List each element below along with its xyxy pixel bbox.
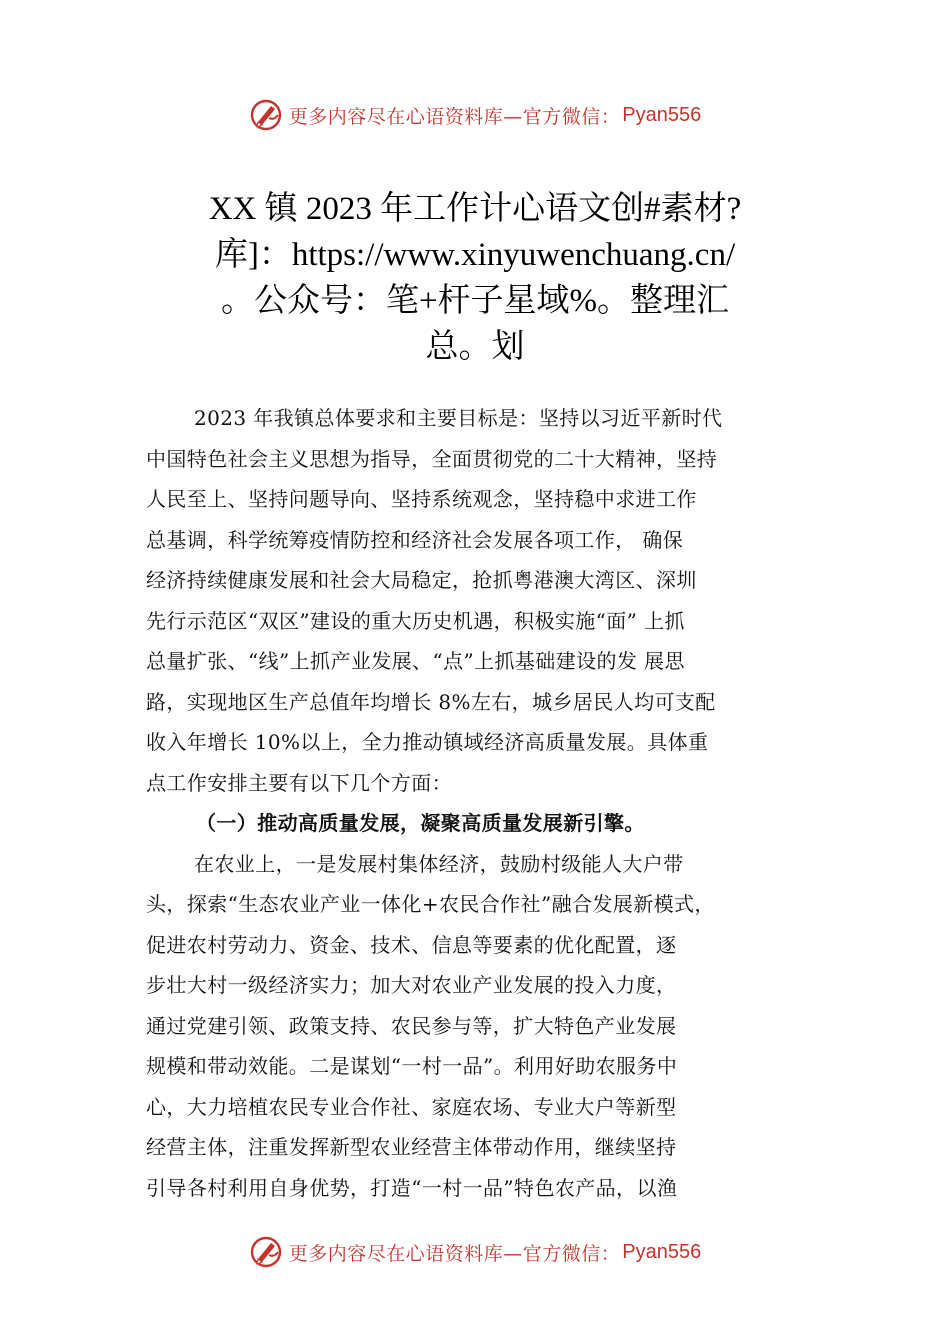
paragraph-line: 步壮大村一级经济实力；加大对农业产业发展的投入力度， [146, 973, 677, 997]
section-heading: （一）推动高质量发展，凝聚高质量发展新引擎。 [196, 811, 645, 835]
paragraph-line: 收入年增长 10%以上，全力推动镇域经济高质量发展。具体重 [146, 730, 709, 754]
paragraph-line: 总量扩张、“线”上抓产业发展、“点”上抓基础建设的发 展思 [146, 649, 685, 673]
banner-wechat-handle: Pyan556 [622, 103, 702, 126]
pen-logo-icon [249, 1235, 283, 1269]
title-line: 库]：https://www.xinyuwenchuang.cn/ [214, 237, 736, 273]
banner-text: 更多内容尽在心语资料库—官方微信： [288, 1242, 621, 1265]
banner-text: 更多内容尽在心语资料库—官方微信： [288, 105, 621, 128]
paragraph-line: 在农业上，一是发展村集体经济，鼓励村级能人大户带 [194, 851, 684, 876]
paragraph-line: 头，探索“生态农业产业一体化+农民合作社”融合发展新模式， [146, 892, 715, 916]
title-line: 。公众号：笔+杆子星域%。整理汇 [220, 283, 730, 319]
paragraph-line: 先行示范区“双区”建设的重大历史机遇，积极实施“面” 上抓 [146, 608, 685, 633]
paragraph-line: 引导各村利用自身优势，打造“一村一品”特色农产品，以渔 [146, 1175, 678, 1200]
paragraph-line: 规模和带动效能。二是谋划“一村一品”。利用好助农服务中 [146, 1054, 678, 1078]
paragraph-line: 点工作安排主要有以下几个方面： [146, 770, 452, 795]
title-line: 总。划 [425, 329, 525, 365]
paragraph-line: 经营主体，注重发挥新型农业经营主体带动作用，继续坚持 [146, 1135, 677, 1159]
footer-banner [0, 1232, 950, 1272]
paragraph-line: 促进农村劳动力、资金、技术、信息等要素的优化配置，逐 [146, 932, 677, 957]
paragraph-line: 通过党建引领、政策支持、农民参与等，扩大特色产业发展 [146, 1013, 677, 1038]
paragraph-line: 人民至上、坚持问题导向、坚持系统观念，坚持稳中求进工作 [146, 487, 697, 511]
pen-logo-icon [249, 98, 283, 132]
paragraph-line: 2023 年我镇总体要求和主要目标是：坚持以习近平新时代 [194, 406, 723, 430]
header-banner [0, 95, 950, 135]
document-title [180, 186, 770, 370]
paragraph-line: 总基调，科学统筹疫情防控和经济社会发展各项工作， 确保 [146, 527, 684, 552]
paragraph-line: 经济持续健康发展和社会大局稳定，抢抓粤港澳大湾区、深圳 [146, 568, 697, 592]
paragraph-line: 心，大力培植农民专业合作社、家庭农场、专业大户等新型 [146, 1094, 677, 1119]
paragraph-line: 路，实现地区生产总值年均增长 8%左右，城乡居民人均可支配 [146, 689, 716, 714]
document-body [146, 398, 836, 1208]
title-line: XX 镇 2023 年工作计心语文创#素材? [208, 191, 742, 227]
banner-wechat-handle: Pyan556 [622, 1240, 702, 1263]
paragraph-line: 中国特色社会主义思想为指导，全面贯彻党的二十大精神，坚持 [146, 446, 718, 471]
